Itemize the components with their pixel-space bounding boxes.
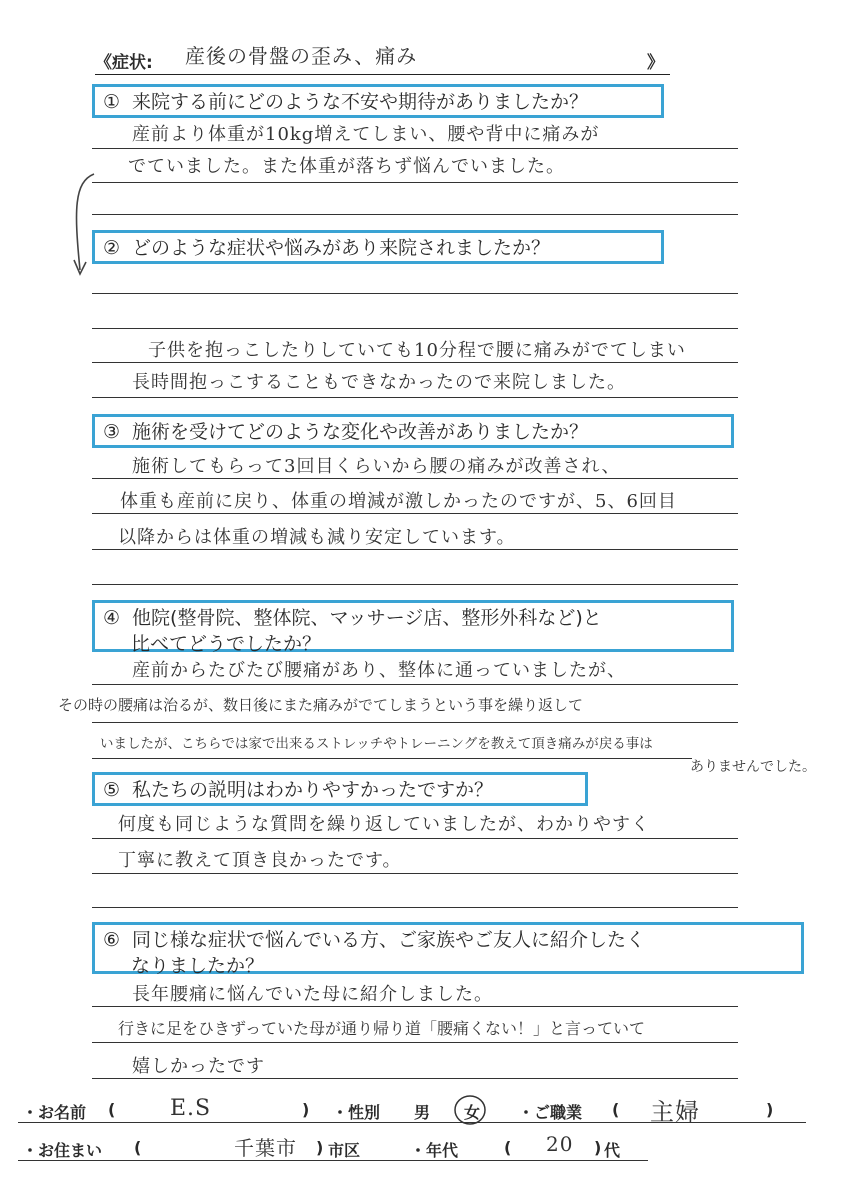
rule (92, 478, 738, 479)
rule (92, 513, 738, 514)
answer-3-line-1: 施術してもらって3回目くらいから腰の痛みが改善され、 (132, 456, 621, 477)
symptom-header (95, 40, 670, 75)
answer-4-line-2: その時の腰痛は治るが、数日後にまた痛みがでてしまうという事を繰り返して (58, 696, 584, 714)
question-5-number: ⑤ (103, 779, 121, 801)
answer-2-line-2: 長時間抱っこすることもできなかったので来院しました。 (132, 372, 626, 393)
question-6-text: 同じ様な症状で悩んでいる方、ご家族やご友人に紹介したく (132, 929, 646, 951)
question-5-box (92, 772, 588, 806)
question-4-box (92, 600, 734, 655)
question-1-text: 来院する前にどのような不安や期待がありましたか？ (132, 91, 589, 113)
question-4-text: 他院(整骨院、整体院、マッサージ店、整形外科など)と (132, 607, 602, 629)
rule (92, 873, 738, 874)
question-6-number: ⑥ (103, 929, 121, 951)
question-2-text: どのような症状や悩みがあり来院されましたか？ (132, 237, 551, 259)
rule (92, 758, 692, 759)
answer-1-line-1: 産前より体重が10kg増えてしまい、腰や背中に痛みが (132, 124, 600, 145)
name-value: E.S (170, 1096, 212, 1121)
answer-2-line-1: 子供を抱っこしたりしていても10分程で腰に痛みがでてしまい (148, 340, 686, 361)
job-paren-close: ) (766, 1100, 774, 1119)
answer-5-line-1: 何度も同じような質問を繰り返していましたが、わかりやすく (118, 814, 650, 835)
gender-female: 女 (464, 1103, 481, 1122)
question-4-text-2: 比べてどうでしたか？ (131, 633, 322, 655)
question-3-text: 施術を受けてどのような変化や改善がありましたか？ (132, 421, 589, 443)
age-value: 20 (546, 1132, 574, 1156)
rule (92, 182, 738, 183)
footer-rule-2 (18, 1160, 648, 1161)
footer-rule-1 (18, 1122, 806, 1123)
symptom-label: 《症状: (95, 53, 153, 73)
question-2-box (92, 230, 664, 264)
job-label: ・ご職業 (518, 1103, 583, 1122)
job-value: 主婦 (650, 1098, 700, 1126)
gender-label: ・性別 (332, 1103, 381, 1122)
answer-5-line-2: 丁寧に教えて頂き良かったです。 (118, 850, 402, 871)
answer-4-line-1: 産前からたびたび腰痛があり、整体に通っていましたが、 (132, 660, 626, 681)
rule (92, 549, 738, 550)
question-4-number: ④ (103, 607, 121, 629)
rule (92, 293, 738, 294)
answer-3-line-3: 以降からは体重の増減も減り安定しています。 (118, 527, 516, 548)
rule (92, 684, 738, 685)
rule (92, 397, 738, 398)
answer-6-line-3: 嬉しかったです (132, 1056, 265, 1077)
city-suffix: 市区 (328, 1141, 361, 1160)
job-paren-open: ( (612, 1100, 620, 1119)
address-paren-open: ( (134, 1138, 142, 1157)
answer-6-line-1: 長年腰痛に悩んでいた母に紹介しました。 (132, 984, 493, 1005)
rule (92, 328, 738, 329)
answer-4-line-3: いましたが、こちらでは家で出来るストレッチやトレーニングを教えて頂き痛みが戻る事は (100, 736, 653, 752)
question-1-box (92, 84, 664, 118)
name-paren-open: ( (108, 1100, 116, 1119)
gender-male: 男 (414, 1103, 431, 1122)
answer-4-line-4: ありませんでした。 (690, 759, 816, 775)
rule (92, 148, 738, 149)
rule (92, 362, 738, 363)
question-1-number: ① (103, 91, 121, 113)
age-suffix: 代 (604, 1141, 621, 1160)
rule (92, 214, 738, 215)
name-paren-close: ) (302, 1100, 310, 1119)
answer-3-line-2: 体重も産前に戻り、体重の増減が激しかったのですが、5、6回目 (120, 491, 677, 512)
rule (92, 1078, 738, 1079)
question-6-text-2: なりましたか？ (131, 955, 265, 977)
symptom-value: 産後の骨盤の歪み、痛み (185, 44, 418, 68)
question-3-box (92, 414, 734, 448)
address-label: ・お住まい (22, 1141, 103, 1160)
rule (92, 584, 738, 585)
rule (92, 1006, 738, 1007)
question-3-number: ③ (103, 421, 121, 443)
question-6-box (92, 922, 804, 977)
rule (92, 907, 738, 908)
age-label: ・年代 (410, 1141, 459, 1160)
question-5-text: 私たちの説明はわかりやすかったですか？ (132, 779, 494, 801)
age-paren-close: ) (594, 1138, 602, 1157)
rule (92, 1042, 738, 1043)
rule (92, 838, 738, 839)
question-2-number: ② (103, 237, 121, 259)
age-paren-open: ( (504, 1138, 512, 1157)
answer-6-line-2: 行きに足をひきずっていた母が通り帰り道「腰痛くない！」と言っていて (118, 1019, 646, 1038)
address-value: 千葉市 (234, 1136, 297, 1160)
header-close-bracket: 》 (647, 53, 664, 73)
rule (92, 722, 738, 723)
address-paren-close: ) (316, 1138, 324, 1157)
answer-1-line-2: でていました。また体重が落ちず悩んでいました。 (128, 156, 565, 177)
name-label: ・お名前 (22, 1103, 87, 1122)
